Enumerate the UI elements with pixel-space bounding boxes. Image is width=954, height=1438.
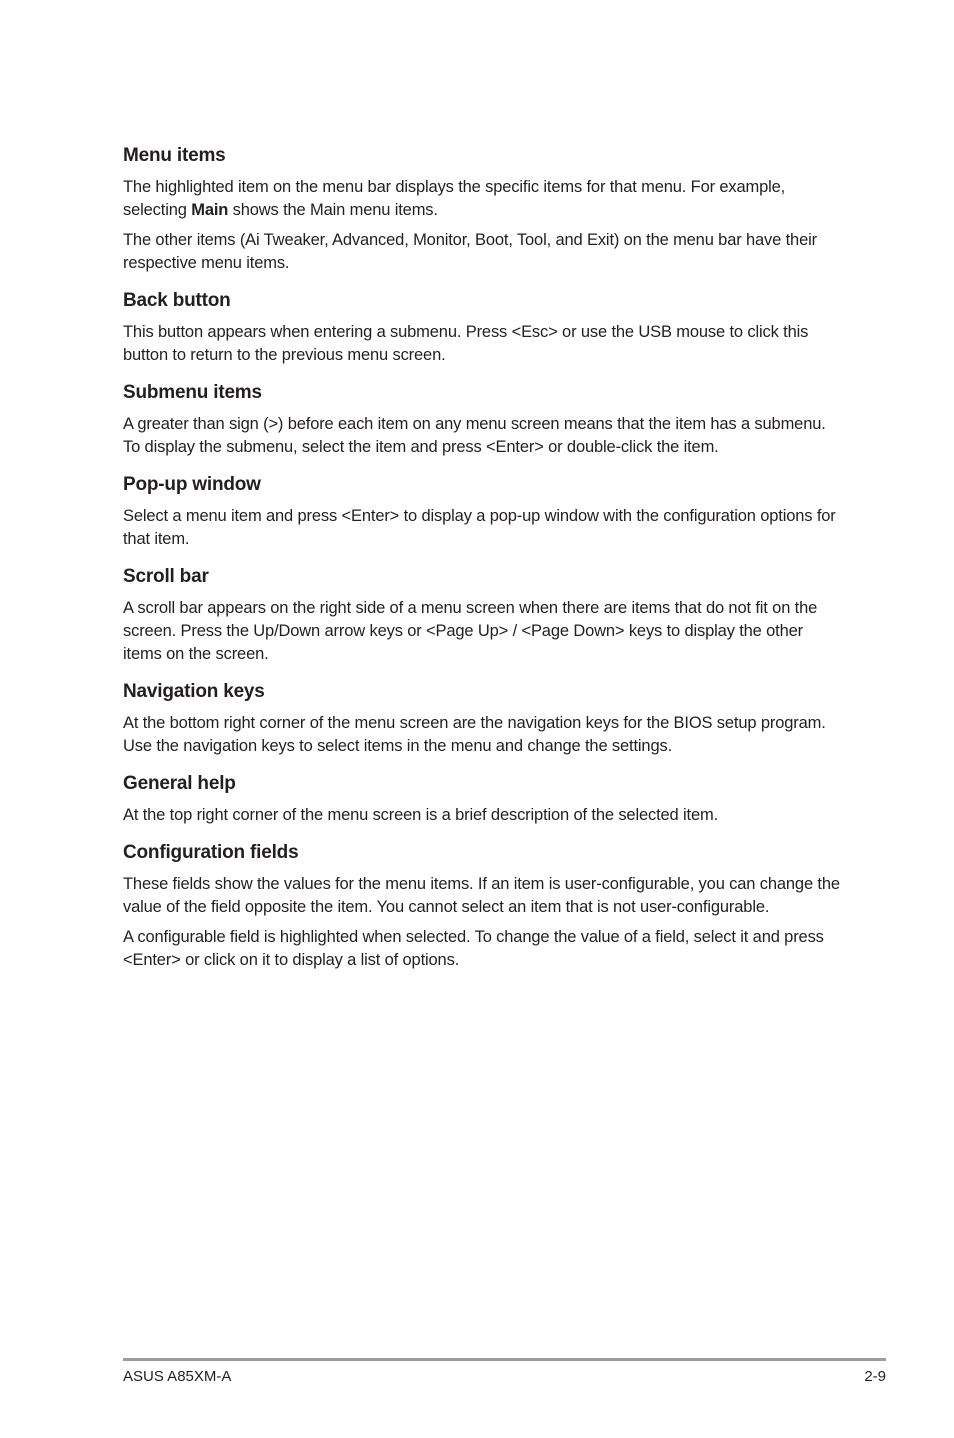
footer-page-number: 2-9: [864, 1368, 886, 1385]
section-popup-window: [123, 473, 841, 551]
section-submenu-items: [123, 381, 841, 459]
section-heading: Configuration fields: [123, 842, 299, 863]
section-menu-items: [123, 144, 841, 275]
bold-term: Main: [191, 201, 229, 219]
section-paragraph: At the top right corner of the menu screen is a brief description of the selected item.: [123, 806, 719, 824]
section-heading: Navigation keys: [123, 681, 265, 702]
section-heading: General help: [123, 773, 236, 794]
section-scroll-bar: [123, 565, 841, 666]
section-navigation-keys: [123, 680, 841, 758]
section-heading: Pop-up window: [123, 474, 261, 495]
document-body: [123, 144, 841, 986]
section-paragraph: These fields show the values for the menu items. If an item is user-configurable, you can change the value of the field opposite the item. You cannot select an item that is not user-configurable.: [123, 875, 840, 916]
section-paragraph: The other items (Ai Tweaker, Advanced, Monitor, Boot, Tool, and Exit) on the menu bar have their respective menu items.: [123, 231, 817, 272]
section-paragraph: The highlighted item on the menu bar displays the specific items for that menu. For example, selecting Main shows the Main menu items.: [123, 178, 786, 219]
section-heading: Scroll bar: [123, 566, 209, 587]
section-heading: Menu items: [123, 145, 226, 166]
section-back-button: [123, 289, 841, 367]
section-paragraph: A configurable field is highlighted when selected. To change the value of a field, select it and press <Enter> or click on it to display a list of options.: [123, 928, 824, 969]
section-general-help: [123, 772, 841, 827]
section-configuration-fields: [123, 841, 841, 972]
section-heading: Back button: [123, 290, 231, 311]
section-paragraph: A greater than sign (>) before each item on any menu screen means that the item has a submenu. To display the submenu, select the item and press <Enter> or double-click the item.: [123, 415, 826, 456]
section-heading: Submenu items: [123, 382, 262, 403]
section-paragraph: At the bottom right corner of the menu screen are the navigation keys for the BIOS setup program. Use the navigation keys to select items in the menu and change the settings.: [123, 714, 826, 755]
section-paragraph: This button appears when entering a submenu. Press <Esc> or use the USB mouse to click this button to return to the previous menu screen.: [123, 323, 809, 364]
section-paragraph: A scroll bar appears on the right side of a menu screen when there are items that do not fit on the screen. Press the Up/Down arrow keys or <Page Up> / <Page Down> keys to display the other items on the screen.: [123, 599, 818, 663]
footer-product-name: ASUS A85XM-A: [123, 1368, 232, 1385]
footer-divider: [123, 1358, 886, 1361]
section-paragraph: Select a menu item and press <Enter> to display a pop-up window with the configuration options for that item.: [123, 507, 836, 548]
